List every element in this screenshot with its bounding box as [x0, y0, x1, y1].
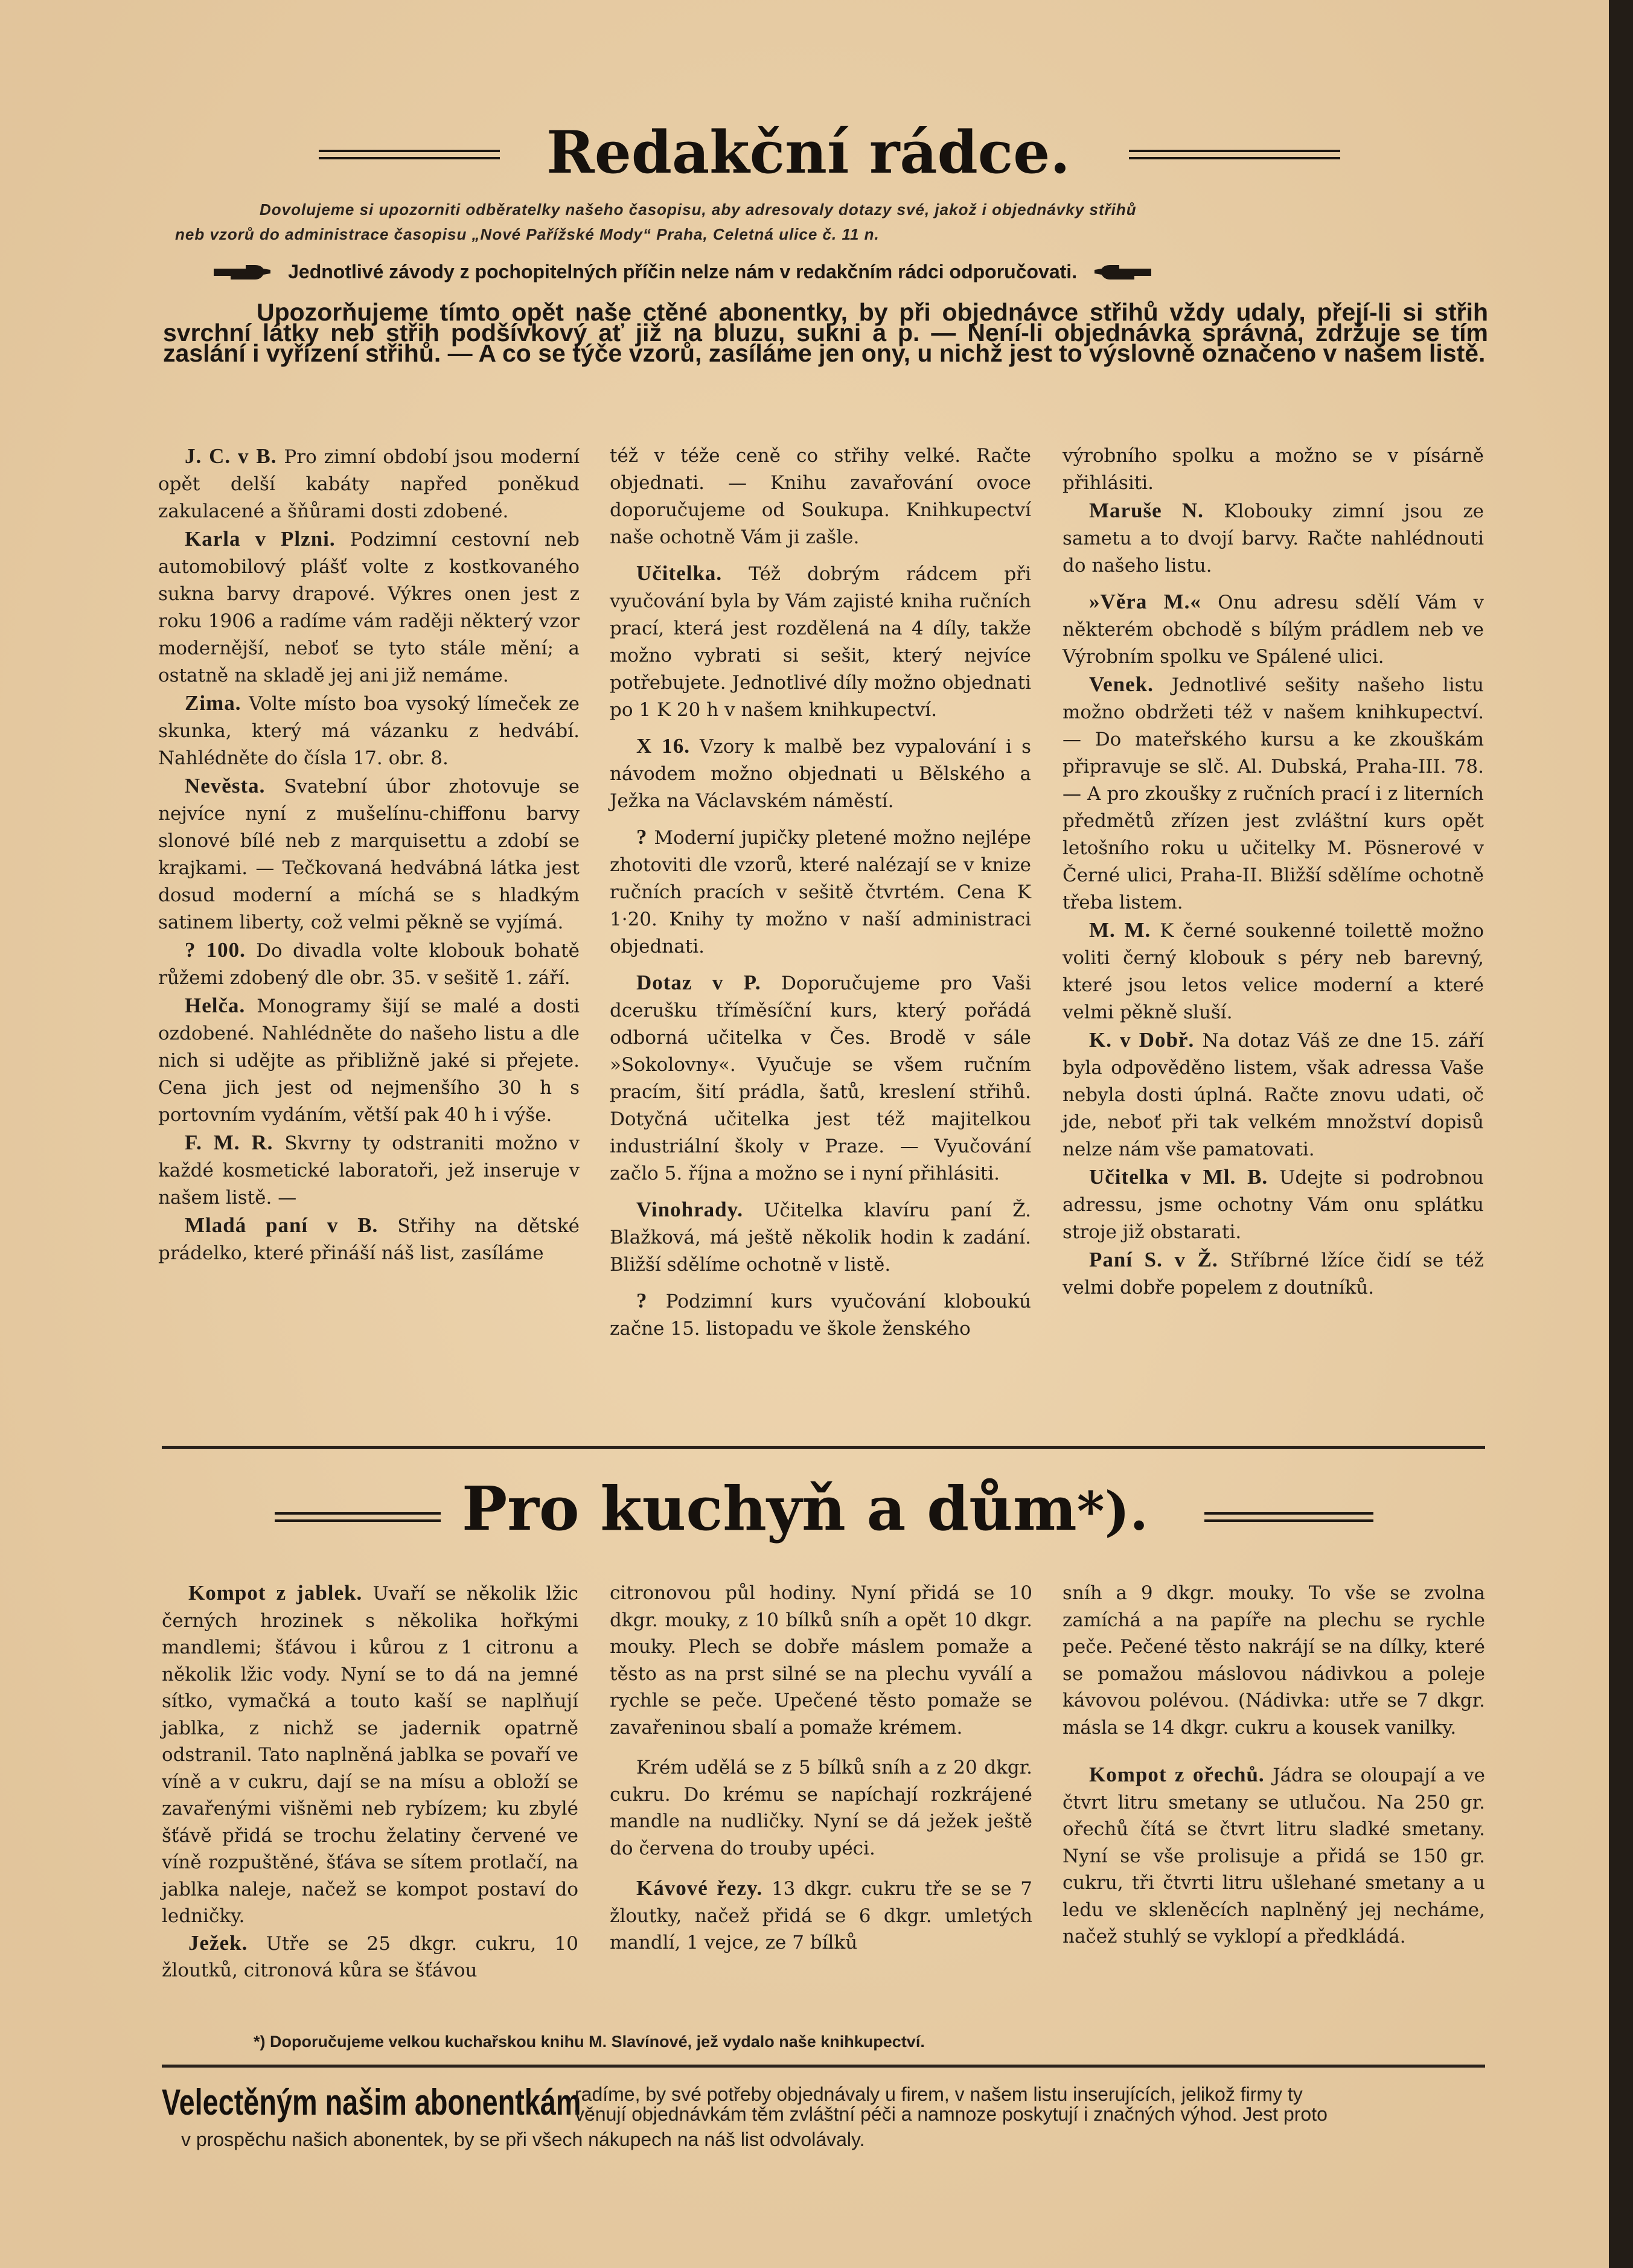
subscribers-caption: Velectěným našim abonentkám [162, 2082, 581, 2123]
answer-addressee: Paní S. v Ž. [1089, 1248, 1218, 1271]
answer-addressee: J. C. v B. [185, 444, 277, 468]
subscriber-notice-line2: neb vzorů do administrace časopisu „Nové Pařížské Mody“ Praha, Celetná ulice č. 11 n. [175, 225, 880, 243]
answer-entry: J. C. v B. Pro zimní období jsou moderní opět delší kabáty napřed poněkud zakulacené a šňůrami dosti zdobené. [158, 444, 580, 522]
answer-addressee: »Věra M.« [1089, 590, 1201, 613]
redakce-title: Redakční rádce. [546, 118, 1070, 187]
answer-addressee: Maruše N. [1089, 499, 1204, 522]
pointing-hand-right-icon [213, 261, 273, 283]
answer-entry: ? Podzimní kurs vyučování kloboukú začne 15. listopadu ve škole ženského [610, 1289, 1031, 1340]
answer-addressee: Zima. [185, 691, 241, 715]
kitchen-title-rule-right [1204, 1512, 1373, 1522]
answer-entry: Nevěsta. Svatební úbor zhotovuje se nejvíce nyní z mušelínu-chiffonu barvy slonové bílé neb z marquisettu a zdobí se krajkami. — Tečkovaná hedvábná látka jest dosud moderní a míchá se s hladkým satinem liberty, což velmi pěkně se vyjímá. [158, 774, 580, 933]
answer-addressee: Učitelka v Ml. B. [1089, 1165, 1268, 1189]
answer-entry: ? 100. Do divadla volte klobouk bohatě růžemi zdobený dle obr. 35. v sešitě 1. září. [158, 938, 580, 989]
answer-entry: »Věra M.« Onu adresu sdělí Vám v některém obchodě s bílým prádlem neb ve Výrobním spolku ve Spálené ulici. [1063, 590, 1484, 668]
subscribers-text-line3: v prospěchu našich abonentek, by se při všech nákupech na náš list odvolávaly. [181, 2129, 865, 2150]
answer-entry: Paní S. v Ž. Stříbrné lžíce čidí se též velmi dobře popelem z doutníků. [1063, 1248, 1484, 1299]
answer-addressee: Venek. [1089, 672, 1154, 696]
answer-entry: Mladá paní v B. Střihy na dětské prádelko, které přináší náš list, zasíláme [158, 1213, 580, 1264]
recipe-title: Kávové řezy. [636, 1876, 763, 1900]
recipes-column-2 [610, 1580, 1032, 1957]
page-edge [1609, 0, 1633, 2268]
recipe-title: Ježek. [188, 1931, 248, 1955]
pointing-hand-left-icon [1092, 261, 1152, 283]
answer-entry: Učitelka. Též dobrým rádcem při vyučování byla by Vám zajisté kniha ručních prací, která jest rozdělená na 4 díly, takže možno vybrati si sešit, který nejvíce potřebujete. Jednotlivé díly možno objednati po 1 K 20 h v našem knihkupectví. [610, 561, 1031, 721]
answer-addressee: ? [636, 825, 648, 849]
recipe-entry: sníh a 9 dkgr. mouky. To vše se zvolna zamíchá a na papíře na plechu se rychle peče. Pečené těsto nakrájí se na dílky, které se pomažou máslovou nádivkou a poleje kávovou polévou. (Nádivka: utře se 7 dkgr. másla se 14 dkgr. cukru a kousek vanilky. [1063, 1582, 1485, 1739]
answer-entry: K. v Dobř. Na dotaz Váš ze dne 15. září byla odpověděno listem, však adressa Vaše nebyla dosti úplná. Račte znovu udati, oč jde, neboť při tak velkém množství dopisů nelze nám vše pamatovati. [1063, 1028, 1484, 1160]
recipe-entry: Kompot z ořechů. Jádra se oloupají a ve čtvrt litru smetany se utlučou. Na 250 gr. ořechů čítá se čtvrt litru sladké smetany. Nyní se vše prolisuje a přidá se 150 gr. cukru, tři čtvrti litru ušlehané smetany a u ledu ve skleněcích naplněný jej necháme, načež stuhlý se vyklopí a předkládá. [1063, 1763, 1486, 1947]
kitchen-title-rule-left [275, 1512, 441, 1522]
answer-entry: F. M. R. Skvrny ty odstraniti možno v každé kosmetické laboratoři, jež inseruje v našem listě. — [158, 1131, 580, 1209]
subscribers-text-line1: radíme, by své potřeby objednávaly u firem, v našem listu inserujících, jelikož firmy ty [575, 2083, 1303, 2105]
recipe-entry: Kávové řezy. 13 dkgr. cukru tře se se 7 žloutky, načež přidá se 6 dkgr. umletých mandlí, 1 vejce, ze 7 bílků [610, 1876, 1032, 1953]
answer-addressee: Učitelka. [636, 561, 723, 585]
answer-entry: X 16. Vzory k malbě bez vypalování i s návodem možno objednati u Bělského a Ježka na Václavském náměstí. [610, 734, 1031, 812]
answer-entry: též v téže ceně co střihy velké. Račte objednati. — Knihu zavařování ovoce doporučujeme od Soukupa. Knihkupectví naše ochotně Vám ji zašle. [610, 445, 1031, 548]
recipe-entry: Krém udělá se z 5 bílků sníh a z 20 dkgr. cukru. Do krému se napíchají rozkrájené mandle na nudličky. Nyní se dá ježek ještě do červena do trouby upéci. [610, 1757, 1032, 1859]
answer-entry: Venek. Jednotlivé sešity našeho listu možno obdržeti též v našem knihkupectví. — Do mateřského kursu a ke zkouškám připravuje se slč. Al. Dubská, Praha-III. 78. — A pro zkoušky z ručních prací i z literních předmětů zřízen jest zvláštní kurs opět letošního roku u učitelky M. Pösnerové v Černé ulici, Praha-II. Bližší sdělíme ochotně třeba listem. [1063, 672, 1484, 913]
orders-notice: Upozorňujeme tímto opět naše ctěné abonentky, by při objednávce střihů vždy udaly, přejí-li si střih svrchní látky neb střih podšívkový ať již na bluzu, sukni a p. — Není-li objednávka správná, zdržuje se tím zaslání i vyřízení střihů. — A co se týče vzorů, zasíláme jen ony, u nichž jest to výslovně označeno v našem listě. [163, 298, 1488, 367]
warning-row [213, 261, 1152, 283]
answer-entry: M. M. K černé soukenné toilettě možno voliti černý klobouk s péry neb barevný, které jsou letos velice moderní a které velmi pěkně sluší. [1063, 918, 1484, 1023]
recipe-entry: Kompot z jablek. Uvaří se několik lžic černých hrozinek s několika hořkými mandlemi; šťávou i kůrou z 1 citronu a několik lžic vody. Nyní se to dá na jemné sítko, vymačká a touto kaší se naplňují jablka, z nichž se jadernik opatrně odstranil. Tato naplněná jablka se povaří ve víně a v cukru, dají se na mísu a obloží se zavařenými višněmi neb rybízem; ku zbylé šťávě přidá se trochu želatiny červené ve víně rozpuštěné, šťáva se sítem protlačí, na jablka naleje, načež se kompot postaví do ledničky. [162, 1581, 578, 1927]
answer-addressee: Karla v Plzni. [185, 527, 336, 551]
subscriber-notice-line1: Dovolujeme si upozorniti odběratelky našeho časopisu, aby adresovaly dotazy své, jakož i objednávky střihů [260, 200, 1137, 219]
answer-entry: Učitelka v Ml. B. Udejte si podrobnou adressu, jsme ochotny Vám onu splátku stroje již obstarati. [1063, 1165, 1484, 1243]
kitchen-title: Pro kuchyň a dům*). [462, 1473, 1148, 1544]
answers-column-2 [610, 442, 1031, 1343]
title-rule-right [1129, 150, 1340, 159]
answer-addressee: ? [636, 1289, 648, 1312]
warning-text: Jednotlivé závody z pochopitelných příčin nelze nám v redakčním rádci odporučovati. [288, 261, 1078, 283]
recipe-title: Kompot z jablek. [188, 1581, 363, 1605]
answers-column-3 [1063, 442, 1484, 1302]
title-rule-left [319, 150, 500, 159]
recipe-entry: citronovou půl hodiny. Nyní přidá se 10 dkgr. mouky, z 10 bílků sníh a opět 10 dkgr. mouky. Plech se dobře máslem pomaže a těsto as na prst silné se na plechu vyválí a rychle se peče. Upečené těsto pomaže se zavařeninou sbalí a pomaže krémem. [610, 1582, 1032, 1739]
answer-addressee: F. M. R. [185, 1131, 273, 1154]
recipe-title: Kompot z ořechů. [1089, 1763, 1265, 1786]
footnote-mark: *). [1076, 1480, 1148, 1542]
answer-addressee: Vinohrady. [636, 1198, 743, 1221]
section-divider [162, 1446, 1485, 1449]
answer-addressee: Nevěsta. [185, 774, 266, 797]
answer-addressee: Dotaz v P. [636, 971, 761, 994]
recipe-entry: Ježek. Utře se 25 dkgr. cukru, 10 žloutků, citronová kůra se šťávou [162, 1931, 579, 1981]
recipes-column-1 [162, 1580, 578, 1984]
answer-entry: ? Moderní jupičky pletené možno nejlépe zhotoviti dle vzorů, které nalézají se v knize ručních pracích v sešitě čtvrtém. Cena K 1·20. Knihy ty možno v naší administraci objednati. [610, 825, 1031, 957]
answer-entry: Helča. Monogramy šijí se malé a dosti ozdobené. Nahlédněte do našeho listu a dle nich si udějte as přibližně jaké si přejete. Cena jich jest od nejmenšího 30 h s portovním vydáním, větší pak 40 h i výše. [158, 994, 580, 1126]
footer-divider [162, 2065, 1485, 2068]
answer-entry: výrobního spolku a možno se v písárně přihlásiti. [1063, 445, 1484, 494]
recipes-column-3 [1063, 1580, 1485, 1950]
answer-entry: Vinohrady. Učitelka klavíru paní Ž. Blažková, má ještě několik hodin k zadání. Bližší sdělíme ochotně v listě. [610, 1198, 1031, 1276]
answer-addressee: X 16. [636, 734, 690, 758]
answer-addressee: M. M. [1089, 918, 1151, 942]
answer-addressee: Helča. [185, 994, 246, 1017]
answer-entry: Dotaz v P. Doporučujeme pro Vaši dcerušku tříměsíční kurs, který pořádá odborná učitelka v Čes. Brodě v sále »Sokolovny«. Vyučuje se všem ručním pracím, šití prádla, šatů, kreslení střihů. Dotyčná učitelka jest též majitelkou industriální školy v Praze. — Vyučování začlo 5. října a možno se i nyní přihlásiti. [610, 971, 1032, 1184]
answer-addressee: K. v Dobř. [1089, 1028, 1195, 1052]
subscribers-text-line2: věnují objednávkám těm zvláštní péči a namnoze poskytují i značných výhod. Jest proto [575, 2103, 1328, 2125]
answer-entry: Maruše N. Klobouky zimní jsou ze sametu a to dvojí barvy. Račte nahlédnouti do našeho listu. [1063, 499, 1484, 577]
answer-addressee: ? 100. [185, 938, 246, 962]
answer-entry: Zima. Volte místo boa vysoký límeček ze skunka, který má vázanku z hedvábí. Nahlédněte do čísla 17. obr. 8. [158, 691, 580, 769]
answer-addressee: Mladá paní v B. [185, 1213, 379, 1237]
answer-entry: Karla v Plzni. Podzimní cestovní neb automobilový plášť volte z kostkovaného sukna barvy drapové. Výkres onen jest z roku 1906 a radíme vám raději některý vzor modernější, neboť se tyto stále mění; a ostatně na skladě jej ani již nemáme. [158, 527, 580, 686]
answers-column-1 [158, 442, 580, 1267]
cookbook-footnote: *) Doporučujeme velkou kuchařskou knihu M. Slavínové, jež vydalo naše knihkupectví. [254, 2033, 925, 2051]
